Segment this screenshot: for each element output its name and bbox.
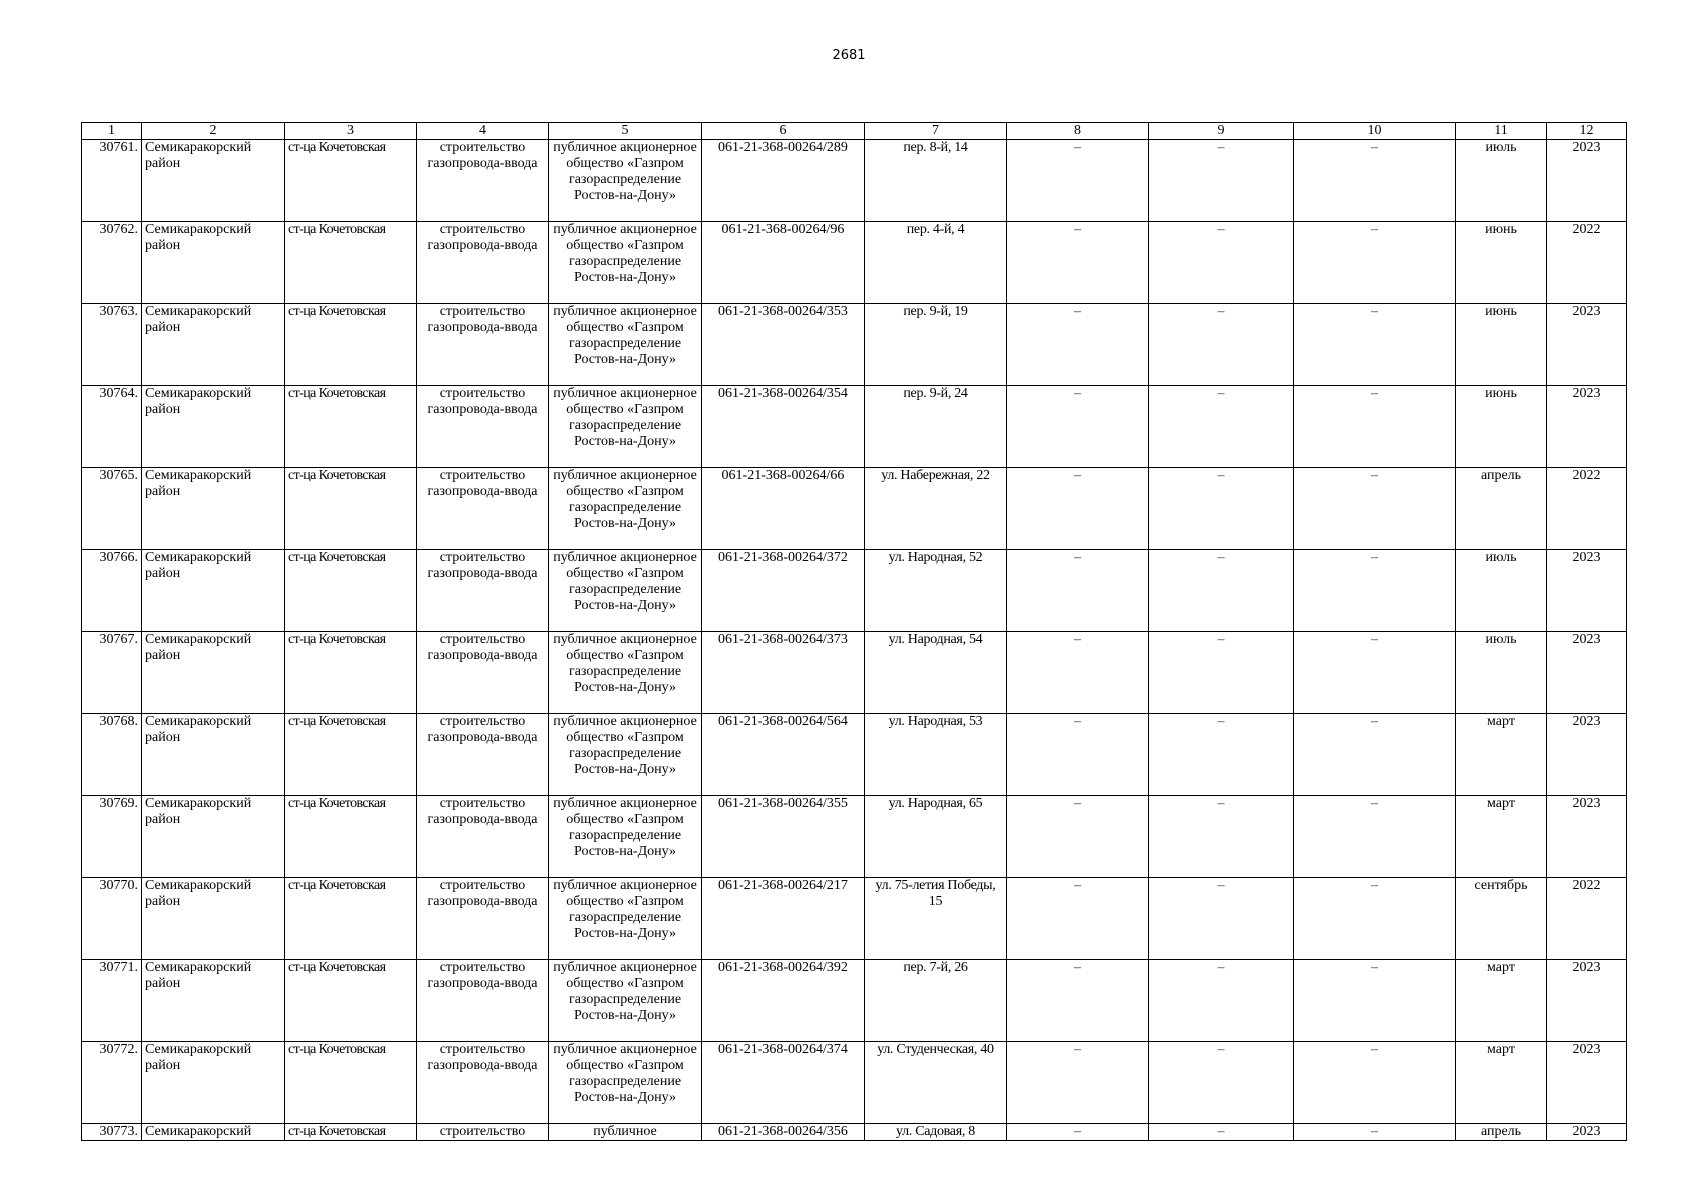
district-cell: Семикаракорский район — [142, 386, 285, 468]
organization-cell: публичное акционерное общество «Газпром газораспределение Ростов-на-Дону» — [549, 222, 702, 304]
month-cell: июнь — [1456, 304, 1547, 386]
table-row — [82, 1124, 1627, 1141]
year-cell: 2023 — [1547, 304, 1627, 386]
column-8-cell: – — [1007, 386, 1149, 468]
organization-cell: публичное акционерное общество «Газпром газораспределение Ростов-на-Дону» — [549, 550, 702, 632]
settlement-cell: ст-ца Кочетовская — [285, 304, 417, 386]
address-cell: ул. Народная, 53 — [865, 714, 1007, 796]
work-type-cell: строительство газопровода-ввода — [417, 140, 549, 222]
district-cell: Семикаракорский район — [142, 632, 285, 714]
row-number: 30763. — [82, 304, 142, 386]
row-number: 30768. — [82, 714, 142, 796]
organization-cell: публичное акционерное общество «Газпром газораспределение Ростов-на-Дону» — [549, 304, 702, 386]
column-10-cell: – — [1294, 222, 1456, 304]
work-type-cell: строительство газопровода-ввода — [417, 304, 549, 386]
address-cell: пер. 4-й, 4 — [865, 222, 1007, 304]
district-cell: Семикаракорский район — [142, 304, 285, 386]
work-type-cell: строительство газопровода-ввода — [417, 714, 549, 796]
object-code-cell: 061-21-368-00264/374 — [702, 1042, 865, 1124]
table-row — [82, 304, 1627, 386]
work-type-cell: строительство газопровода-ввода — [417, 550, 549, 632]
organization-cell: публичное акционерное общество «Газпром газораспределение Ростов-на-Дону» — [549, 468, 702, 550]
column-9-cell: – — [1149, 304, 1294, 386]
column-9-cell: – — [1149, 222, 1294, 304]
column-9-cell: – — [1149, 878, 1294, 960]
row-number: 30772. — [82, 1042, 142, 1124]
month-cell: июнь — [1456, 386, 1547, 468]
table-row — [82, 468, 1627, 550]
district-cell: Семикаракорский район — [142, 714, 285, 796]
column-9-cell: – — [1149, 714, 1294, 796]
registry-table — [81, 122, 1627, 1141]
settlement-cell: ст-ца Кочетовская — [285, 468, 417, 550]
organization-cell: публичное — [549, 1124, 702, 1141]
column-10-cell: – — [1294, 140, 1456, 222]
column-header: 7 — [865, 123, 1007, 140]
row-number: 30766. — [82, 550, 142, 632]
year-cell: 2023 — [1547, 1124, 1627, 1141]
table-row — [82, 140, 1627, 222]
settlement-cell: ст-ца Кочетовская — [285, 1124, 417, 1141]
object-code-cell: 061-21-368-00264/96 — [702, 222, 865, 304]
column-header: 4 — [417, 123, 549, 140]
column-header: 5 — [549, 123, 702, 140]
object-code-cell: 061-21-368-00264/392 — [702, 960, 865, 1042]
month-cell: июль — [1456, 550, 1547, 632]
page-number: 2681 — [832, 48, 866, 63]
column-header: 10 — [1294, 123, 1456, 140]
column-10-cell: – — [1294, 878, 1456, 960]
address-cell: пер. 9-й, 24 — [865, 386, 1007, 468]
row-number: 30773. — [82, 1124, 142, 1141]
year-cell: 2023 — [1547, 960, 1627, 1042]
object-code-cell: 061-21-368-00264/354 — [702, 386, 865, 468]
column-9-cell: – — [1149, 140, 1294, 222]
settlement-cell: ст-ца Кочетовская — [285, 140, 417, 222]
district-cell: Семикаракорский район — [142, 878, 285, 960]
column-10-cell: – — [1294, 960, 1456, 1042]
work-type-cell: строительство газопровода-ввода — [417, 468, 549, 550]
work-type-cell: строительство газопровода-ввода — [417, 796, 549, 878]
organization-cell: публичное акционерное общество «Газпром газораспределение Ростов-на-Дону» — [549, 714, 702, 796]
month-cell: сентябрь — [1456, 878, 1547, 960]
column-8-cell: – — [1007, 714, 1149, 796]
column-10-cell: – — [1294, 796, 1456, 878]
year-cell: 2023 — [1547, 140, 1627, 222]
district-cell: Семикаракорский район — [142, 796, 285, 878]
month-cell: март — [1456, 1042, 1547, 1124]
organization-cell: публичное акционерное общество «Газпром газораспределение Ростов-на-Дону» — [549, 960, 702, 1042]
column-8-cell: – — [1007, 468, 1149, 550]
district-cell: Семикаракорский — [142, 1124, 285, 1141]
district-cell: Семикаракорский район — [142, 960, 285, 1042]
year-cell: 2023 — [1547, 550, 1627, 632]
settlement-cell: ст-ца Кочетовская — [285, 1042, 417, 1124]
column-header: 12 — [1547, 123, 1627, 140]
column-header: 9 — [1149, 123, 1294, 140]
work-type-cell: строительство газопровода-ввода — [417, 386, 549, 468]
month-cell: июль — [1456, 140, 1547, 222]
organization-cell: публичное акционерное общество «Газпром газораспределение Ростов-на-Дону» — [549, 140, 702, 222]
work-type-cell: строительство газопровода-ввода — [417, 632, 549, 714]
district-cell: Семикаракорский район — [142, 222, 285, 304]
column-10-cell: – — [1294, 550, 1456, 632]
row-number: 30762. — [82, 222, 142, 304]
object-code-cell: 061-21-368-00264/372 — [702, 550, 865, 632]
organization-cell: публичное акционерное общество «Газпром газораспределение Ростов-на-Дону» — [549, 1042, 702, 1124]
object-code-cell: 061-21-368-00264/356 — [702, 1124, 865, 1141]
settlement-cell: ст-ца Кочетовская — [285, 714, 417, 796]
month-cell: март — [1456, 714, 1547, 796]
column-9-cell: – — [1149, 632, 1294, 714]
table-row — [82, 714, 1627, 796]
address-cell: ул. Народная, 52 — [865, 550, 1007, 632]
column-8-cell: – — [1007, 960, 1149, 1042]
column-9-cell: – — [1149, 550, 1294, 632]
column-9-cell: – — [1149, 468, 1294, 550]
address-cell: пер. 7-й, 26 — [865, 960, 1007, 1042]
work-type-cell: строительство газопровода-ввода — [417, 960, 549, 1042]
settlement-cell: ст-ца Кочетовская — [285, 550, 417, 632]
row-number: 30761. — [82, 140, 142, 222]
month-cell: апрель — [1456, 1124, 1547, 1141]
table-row — [82, 878, 1627, 960]
year-cell: 2023 — [1547, 714, 1627, 796]
column-8-cell: – — [1007, 1042, 1149, 1124]
district-cell: Семикаракорский район — [142, 468, 285, 550]
column-header: 3 — [285, 123, 417, 140]
column-8-cell: – — [1007, 878, 1149, 960]
column-8-cell: – — [1007, 1124, 1149, 1141]
address-cell: пер. 8-й, 14 — [865, 140, 1007, 222]
column-header: 6 — [702, 123, 865, 140]
row-number: 30765. — [82, 468, 142, 550]
address-cell: пер. 9-й, 19 — [865, 304, 1007, 386]
column-10-cell: – — [1294, 304, 1456, 386]
column-10-cell: – — [1294, 714, 1456, 796]
settlement-cell: ст-ца Кочетовская — [285, 960, 417, 1042]
year-cell: 2023 — [1547, 796, 1627, 878]
column-header: 8 — [1007, 123, 1149, 140]
column-9-cell: – — [1149, 386, 1294, 468]
column-9-cell: – — [1149, 1042, 1294, 1124]
table-row — [82, 550, 1627, 632]
settlement-cell: ст-ца Кочетовская — [285, 222, 417, 304]
column-8-cell: – — [1007, 304, 1149, 386]
object-code-cell: 061-21-368-00264/217 — [702, 878, 865, 960]
address-cell: ул. 75-летия Победы, 15 — [865, 878, 1007, 960]
column-8-cell: – — [1007, 140, 1149, 222]
table-row — [82, 222, 1627, 304]
settlement-cell: ст-ца Кочетовская — [285, 632, 417, 714]
column-10-cell: – — [1294, 632, 1456, 714]
address-cell: ул. Народная, 65 — [865, 796, 1007, 878]
work-type-cell: строительство газопровода-ввода — [417, 222, 549, 304]
column-header: 1 — [82, 123, 142, 140]
year-cell: 2022 — [1547, 878, 1627, 960]
table-row — [82, 632, 1627, 714]
table-row — [82, 796, 1627, 878]
object-code-cell: 061-21-368-00264/373 — [702, 632, 865, 714]
table-row — [82, 960, 1627, 1042]
address-cell: ул. Студенческая, 40 — [865, 1042, 1007, 1124]
column-9-cell: – — [1149, 1124, 1294, 1141]
year-cell: 2022 — [1547, 468, 1627, 550]
district-cell: Семикаракорский район — [142, 550, 285, 632]
month-cell: июль — [1456, 632, 1547, 714]
column-8-cell: – — [1007, 550, 1149, 632]
row-number: 30769. — [82, 796, 142, 878]
organization-cell: публичное акционерное общество «Газпром газораспределение Ростов-на-Дону» — [549, 796, 702, 878]
object-code-cell: 061-21-368-00264/355 — [702, 796, 865, 878]
column-header: 11 — [1456, 123, 1547, 140]
column-header: 2 — [142, 123, 285, 140]
month-cell: апрель — [1456, 468, 1547, 550]
column-10-cell: – — [1294, 468, 1456, 550]
work-type-cell: строительство газопровода-ввода — [417, 1042, 549, 1124]
object-code-cell: 061-21-368-00264/564 — [702, 714, 865, 796]
column-number-row — [82, 123, 1627, 140]
work-type-cell: строительство газопровода-ввода — [417, 878, 549, 960]
work-type-cell: строительство — [417, 1124, 549, 1141]
column-9-cell: – — [1149, 796, 1294, 878]
address-cell: ул. Садовая, 8 — [865, 1124, 1007, 1141]
column-10-cell: – — [1294, 386, 1456, 468]
organization-cell: публичное акционерное общество «Газпром газораспределение Ростов-на-Дону» — [549, 632, 702, 714]
column-10-cell: – — [1294, 1124, 1456, 1141]
object-code-cell: 061-21-368-00264/66 — [702, 468, 865, 550]
column-8-cell: – — [1007, 222, 1149, 304]
settlement-cell: ст-ца Кочетовская — [285, 386, 417, 468]
organization-cell: публичное акционерное общество «Газпром газораспределение Ростов-на-Дону» — [549, 878, 702, 960]
month-cell: июнь — [1456, 222, 1547, 304]
month-cell: март — [1456, 796, 1547, 878]
row-number: 30771. — [82, 960, 142, 1042]
address-cell: ул. Набережная, 22 — [865, 468, 1007, 550]
settlement-cell: ст-ца Кочетовская — [285, 796, 417, 878]
organization-cell: публичное акционерное общество «Газпром газораспределение Ростов-на-Дону» — [549, 386, 702, 468]
year-cell: 2023 — [1547, 632, 1627, 714]
district-cell: Семикаракорский район — [142, 1042, 285, 1124]
year-cell: 2023 — [1547, 386, 1627, 468]
year-cell: 2023 — [1547, 1042, 1627, 1124]
object-code-cell: 061-21-368-00264/289 — [702, 140, 865, 222]
address-cell: ул. Народная, 54 — [865, 632, 1007, 714]
row-number: 30764. — [82, 386, 142, 468]
month-cell: март — [1456, 960, 1547, 1042]
column-8-cell: – — [1007, 632, 1149, 714]
column-8-cell: – — [1007, 796, 1149, 878]
row-number: 30770. — [82, 878, 142, 960]
district-cell: Семикаракорский район — [142, 140, 285, 222]
column-10-cell: – — [1294, 1042, 1456, 1124]
table-row — [82, 1042, 1627, 1124]
table-row — [82, 386, 1627, 468]
column-9-cell: – — [1149, 960, 1294, 1042]
year-cell: 2022 — [1547, 222, 1627, 304]
settlement-cell: ст-ца Кочетовская — [285, 878, 417, 960]
row-number: 30767. — [82, 632, 142, 714]
object-code-cell: 061-21-368-00264/353 — [702, 304, 865, 386]
